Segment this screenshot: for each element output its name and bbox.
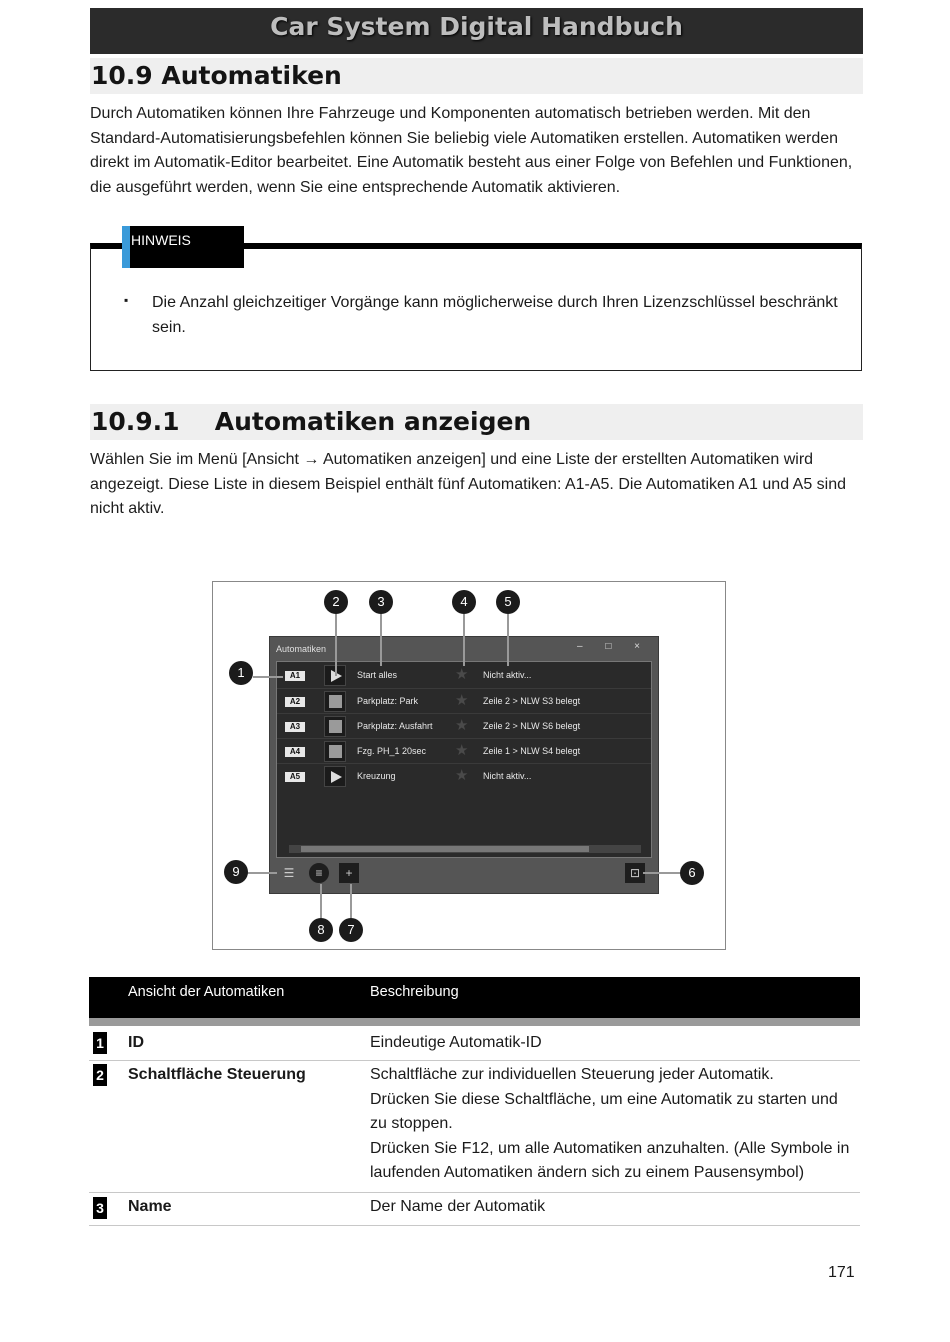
stop-icon — [329, 720, 342, 733]
automatik-list — [276, 661, 652, 858]
description-line: Drücken Sie diese Schaltfläche, um eine Automatik zu starten und zu stoppen. — [370, 1090, 838, 1132]
callout-leader — [320, 884, 322, 918]
star-icon[interactable]: ★ — [455, 717, 469, 734]
bullet-icon: ▪ — [124, 293, 129, 307]
automatik-row[interactable] — [277, 688, 651, 713]
window-controls[interactable]: – □ × — [577, 641, 650, 652]
automatik-status: Nicht aktiv... — [483, 670, 532, 680]
horizontal-scrollbar[interactable] — [289, 845, 641, 853]
table-row — [89, 1061, 860, 1193]
callout-8: 8 — [309, 918, 333, 942]
automatik-row[interactable] — [277, 663, 651, 688]
automatik-id: A4 — [285, 747, 305, 757]
automatik-row[interactable] — [277, 763, 651, 788]
automatiken-screenshot — [212, 581, 726, 950]
automatik-id: A1 — [285, 671, 305, 681]
automatik-id: A3 — [285, 722, 305, 732]
description-line: Schaltfläche zur individuellen Steuerung jeder Automatik. — [370, 1066, 774, 1083]
callout-leader — [350, 884, 352, 918]
subsection-heading — [90, 404, 863, 440]
intro-paragraph: Durch Automatiken können Ihre Fahrzeuge und Komponenten automatisch betrieben werden. Mit den Standard-Automatisierungsbefehlen können Sie beliebig viele Automatiken erstellen. Automatiken werden direkt im Automatik-Editor bearbeitet. Eine Automatik besteht aus einer Folge von Befehlen und Funktionen, die ausgeführt werden, wenn Sie eine entsprechende Automatik aktivieren. — [90, 105, 853, 196]
row-number-badge: 2 — [93, 1064, 107, 1086]
callout-leader — [247, 872, 277, 874]
automatik-name: Fzg. PH_1 20sec — [357, 746, 427, 756]
stop-button[interactable] — [324, 741, 346, 762]
row-number-badge: 1 — [93, 1032, 107, 1054]
stop-icon — [329, 745, 342, 758]
section-number: 10.9 — [91, 61, 153, 90]
stop-icon — [329, 695, 342, 708]
description-line: Drücken Sie F12, um alle Automatiken anzuhalten. (Alle Symbole in laufenden Automatiken ändern sich zu einem Pausensymbol) — [370, 1139, 850, 1181]
star-icon[interactable]: ★ — [455, 692, 469, 709]
add-icon[interactable]: + — [338, 862, 360, 884]
callout-2: 2 — [324, 590, 348, 614]
callout-1: 1 — [229, 661, 253, 685]
section-title: Automatiken — [161, 61, 342, 90]
automatik-name: Start alles — [357, 670, 398, 680]
star-icon[interactable]: ★ — [455, 767, 469, 784]
automatik-id: A5 — [285, 772, 305, 782]
handbook-title: Car System Digital Handbuch — [270, 12, 683, 41]
note-tab — [122, 226, 244, 268]
subsection-title: Automatiken anzeigen — [214, 407, 532, 436]
automatik-status: Zeile 2 > NLW S3 belegt — [483, 696, 581, 706]
column-header: Ansicht der Automatiken — [128, 984, 285, 1000]
row-description: Eindeutige Automatik-ID — [370, 1034, 542, 1051]
stop-button[interactable] — [324, 716, 346, 737]
callout-leader — [463, 614, 465, 666]
callout-5: 5 — [496, 590, 520, 614]
table-header — [89, 977, 860, 1018]
star-icon[interactable]: ★ — [455, 742, 469, 759]
note-text: Die Anzahl gleichzeitiger Vorgänge kann möglicherweise durch Ihren Lizenzschlüssel beschränkt sein. — [152, 294, 838, 336]
callout-6: 6 — [680, 861, 704, 885]
automatiken-window — [269, 636, 659, 894]
callout-leader — [643, 872, 683, 874]
subsection-number: 10.9.1 — [91, 407, 180, 436]
note-label: HINWEIS — [131, 232, 191, 248]
table-header-divider — [89, 1018, 860, 1026]
callout-7: 7 — [339, 918, 363, 942]
row-term: ID — [128, 1034, 144, 1051]
window-title: Automatiken — [276, 644, 327, 654]
automatik-name: Parkplatz: Park — [357, 696, 419, 706]
table-row — [89, 1026, 860, 1061]
callout-3: 3 — [369, 590, 393, 614]
list-icon[interactable]: ≡ — [308, 862, 330, 884]
page-header — [90, 8, 863, 54]
zoom-icon[interactable]: ⊡ — [624, 862, 646, 884]
play-button[interactable] — [324, 766, 346, 787]
callout-leader — [335, 614, 337, 676]
automatik-row[interactable] — [277, 713, 651, 738]
automatik-row[interactable] — [277, 738, 651, 763]
column-header: Beschreibung — [370, 984, 459, 1000]
page-number: 171 — [828, 1264, 855, 1281]
callout-leader — [253, 676, 283, 678]
subsection-paragraph: Wählen Sie im Menü [Ansicht → Automatiken anzeigen] und eine Liste der erstellten Automatiken wird angezeigt. Diese Liste in diesem Beispiel enthält fünf Automatiken: A1-A5. Die Automatiken A1 und A5 sind nicht aktiv. — [90, 451, 847, 517]
row-description — [370, 1063, 854, 1186]
section-heading — [90, 58, 863, 94]
note-accent-bar — [122, 226, 130, 268]
table-row — [89, 1193, 860, 1226]
automatik-status: Nicht aktiv... — [483, 771, 532, 781]
star-icon[interactable]: ★ — [455, 666, 469, 683]
automatik-id: A2 — [285, 697, 305, 707]
callout-9: 9 — [224, 860, 248, 884]
row-term: Schaltfläche Steuerung — [128, 1066, 306, 1083]
stop-button[interactable] — [324, 691, 346, 712]
automatik-status: Zeile 1 > NLW S4 belegt — [483, 746, 581, 756]
automatik-status: Zeile 2 > NLW S6 belegt — [483, 721, 581, 731]
menu-icon[interactable]: ☰ — [278, 862, 300, 884]
automatik-name: Parkplatz: Ausfahrt — [357, 721, 433, 731]
play-icon — [331, 771, 342, 783]
row-number-badge: 3 — [93, 1197, 107, 1219]
row-term: Name — [128, 1198, 172, 1215]
callout-leader — [507, 614, 509, 666]
callout-leader — [380, 614, 382, 666]
callout-4: 4 — [452, 590, 476, 614]
row-description: Der Name der Automatik — [370, 1198, 546, 1215]
scrollbar-thumb[interactable] — [301, 846, 589, 852]
automatik-name: Kreuzung — [357, 771, 396, 781]
